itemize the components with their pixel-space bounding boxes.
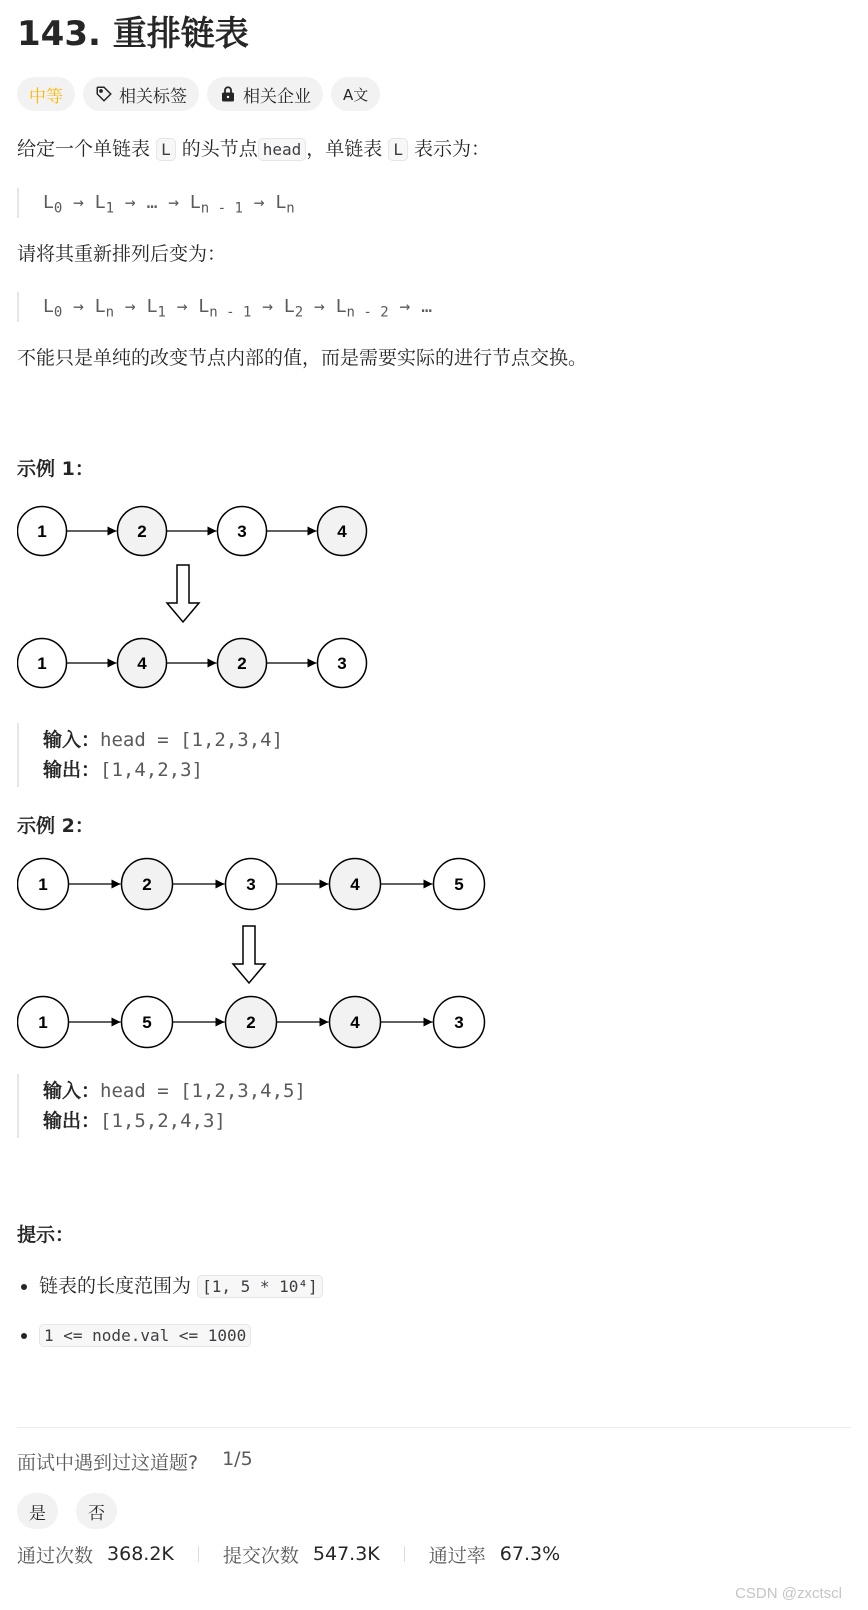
example-2-heading: 示例 2：	[17, 815, 94, 837]
example-2-bottom-node-label: 4	[350, 1013, 360, 1032]
example-1-bottom-node-label: 1	[37, 654, 47, 673]
desc-text-4: 表示为：	[414, 138, 491, 160]
stats-bar	[17, 1541, 851, 1567]
down-arrow-icon	[233, 926, 265, 983]
related-companies-label: 相关企业	[243, 86, 311, 107]
interview-count: 1/5	[222, 1448, 253, 1470]
code-head: head	[258, 138, 307, 161]
no-button[interactable]: 否	[76, 1493, 117, 1529]
description-paragraph-1	[17, 135, 851, 164]
divider	[17, 1427, 851, 1428]
hint-code: [1, 5 * 10⁴]	[197, 1275, 323, 1298]
example-2-top-node-label: 3	[246, 875, 256, 894]
example-2-input	[43, 1076, 851, 1106]
down-arrow-icon	[167, 565, 199, 622]
accepted-label: 通过次数	[17, 1544, 94, 1567]
input-label: 输入：	[43, 1080, 101, 1102]
example-1-heading: 示例 1：	[17, 458, 94, 480]
hint-text: 链表的长度范围为	[39, 1275, 192, 1297]
related-tags-label: 相关标签	[119, 86, 187, 107]
example-2-bottom-node-label: 3	[454, 1013, 464, 1032]
example-1-output	[43, 755, 851, 785]
tag-icon	[95, 85, 113, 103]
output-label: 输出：	[43, 1110, 101, 1132]
output-value: [1,5,2,4,3]	[100, 1110, 226, 1132]
example-1-top-node-label: 4	[337, 522, 347, 541]
yes-button[interactable]: 是	[17, 1493, 58, 1529]
lock-icon	[219, 85, 237, 103]
watermark: CSDN @zxctscl	[735, 1585, 842, 1602]
stats-divider	[198, 1546, 199, 1562]
example-1-bottom-node-label: 4	[137, 654, 147, 673]
interview-buttons	[17, 1493, 851, 1529]
output-label: 输出：	[43, 759, 101, 781]
input-label: 输入：	[43, 729, 101, 751]
example-2-bottom-node-label: 5	[142, 1013, 152, 1032]
hint-item	[39, 1320, 851, 1351]
related-companies-button[interactable]	[207, 77, 323, 111]
example-2-top-node-label: 5	[454, 875, 464, 894]
example-2-top-node-label: 4	[350, 875, 360, 894]
difficulty-badge[interactable]: 中等	[17, 77, 75, 111]
translate-icon: A文	[343, 85, 369, 104]
output-value: [1,4,2,3]	[100, 759, 203, 781]
submissions-label: 提交次数	[222, 1544, 299, 1567]
description-paragraph-3: 不能只是单纯的改变节点内部的值，而是需要实际的进行节点交换。	[17, 347, 588, 369]
related-tags-button[interactable]	[83, 77, 199, 111]
description-paragraph-2: 请将其重新排列后变为：	[17, 243, 227, 265]
example-2-diagram	[17, 856, 487, 1052]
example-2-bottom-node-label: 1	[38, 1013, 48, 1032]
rate-value: 67.3%	[499, 1543, 561, 1565]
example-2-top-node-label: 1	[38, 875, 48, 894]
desc-text-1: 给定一个单链表	[17, 138, 151, 160]
input-value: head = [1,2,3,4]	[100, 729, 284, 751]
code-L: L	[156, 138, 176, 161]
input-value: head = [1,2,3,4,5]	[100, 1080, 306, 1102]
problem-title: 143. 重排链表	[17, 14, 249, 54]
interview-question-text: 面试中遇到过这道题?	[17, 1452, 199, 1474]
rate-label: 通过率	[428, 1544, 486, 1567]
example-1-bottom-node-label: 2	[237, 654, 247, 673]
example-1-top-node-label: 1	[37, 522, 47, 541]
stats-divider	[404, 1546, 405, 1562]
interview-question	[17, 1448, 851, 1475]
example-1-io	[17, 723, 851, 787]
tag-bar	[17, 77, 851, 111]
accepted-value: 368.2K	[107, 1543, 174, 1565]
example-1-input	[43, 725, 851, 755]
hints-heading: 提示：	[17, 1224, 75, 1246]
example-2-top-node-label: 2	[142, 875, 152, 894]
hint-code: 1 <= node.val <= 1000	[39, 1324, 251, 1347]
example-1-top-node-label: 2	[137, 522, 147, 541]
desc-text-2: 的头节点	[181, 138, 258, 160]
example-1-bottom-node-label: 3	[337, 654, 347, 673]
sequence-reordered: $L_0 \to L_n \to L_1 \to L_{n - 1} \to L_2 \to L_{n - 2}$ → …	[17, 292, 851, 322]
example-2-output	[43, 1106, 851, 1136]
hint-item	[39, 1271, 851, 1302]
example-2-io	[17, 1074, 851, 1138]
desc-text-3: ，单链表	[306, 138, 383, 160]
example-1-top-node-label: 3	[237, 522, 247, 541]
sequence-original: $L_0 \to L_1$ → … → $L_{n - 1} \to L_n$	[17, 188, 851, 218]
hints-list	[17, 1271, 851, 1351]
code-L-2: L	[388, 138, 408, 161]
example-1-diagram	[17, 505, 377, 703]
example-2-bottom-node-label: 2	[246, 1013, 256, 1032]
translate-button[interactable]	[331, 77, 380, 111]
submissions-value: 547.3K	[312, 1543, 380, 1565]
